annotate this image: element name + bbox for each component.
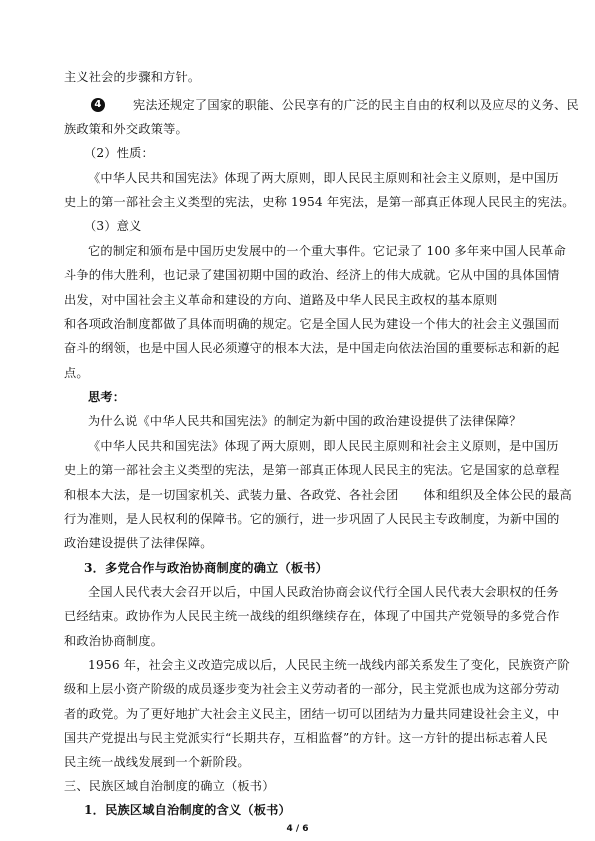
section-heading: 三、民族区域自治制度的确立（板书）	[64, 779, 275, 793]
text-line: 史上的第一部社会主义类型的宪法，史称 1954 年宪法，是第一部真正体现人民民主的宪法。	[64, 195, 575, 209]
section-heading: 思考：	[88, 390, 126, 404]
text-line: 斗争的伟大胜利，也记录了建国初期中国的政治、经济上的伟大成就。它从中国的具体国情	[64, 268, 560, 282]
section-heading: 1．民族区域自治制度的含义（板书）	[84, 803, 291, 817]
text-line: 《中华人民共和国宪法》体现了两大原则，即人民民主原则和社会主义原则，是中国历	[88, 171, 559, 185]
text-line: 和各项政治制度都做了具体而明确的规定。它是全国人民为建设一个伟大的社会主义强国而	[64, 317, 560, 331]
text-line: 国共产党提出与民主党派实行“长期共存，互相监督”的方针。这一方针的提出标志着人民	[64, 731, 548, 745]
text-line: 行为准则，是人民权利的保障书。它的颁行，进一步巩固了人民民主专政制度，为新中国的	[64, 512, 560, 526]
text-line: 史上的第一部社会主义类型的宪法，是第一部真正体现人民民主的宪法。它是国家的总章程	[64, 463, 560, 477]
text-line: 1956 年，社会主义改造完成以后，人民民主统一战线内部关系发生了变化，民族资产阶	[88, 658, 570, 672]
text-line: 民主统一战线发展到一个新阶段。	[64, 755, 250, 769]
text-line: 《中华人民共和国宪法》体现了两大原则，即人民民主原则和社会主义原则，是中国历	[88, 439, 559, 453]
text-line: 族政策和外交政策等。	[64, 122, 188, 136]
text-line: 为什么说《中华人民共和国宪法》的制定为新中国的政治建设提供了法律保障？	[88, 414, 522, 428]
text-line: 主义社会的步骤和方针。	[64, 70, 201, 84]
text-line: 宪法还规定了国家的职能、公民享有的广泛的民主自由的权利以及应尽的义务、民	[133, 98, 579, 112]
text-line: 级和上层小资产阶级的成员逐步变为社会主义劳动者的一部分，民主党派也成为这部分劳动	[64, 682, 560, 696]
text-line: 已经结束。政协作为人民民主统一战线的组织继续存在，体现了中国共产党领导的多党合作	[64, 609, 560, 623]
text-line: 者的政党。为了更好地扩大社会主义民主，团结一切可以团结为力量共同建设社会主义，中	[64, 707, 560, 721]
circled-number-icon: 4	[91, 98, 105, 112]
text-line: 和政治协商制度。	[64, 634, 164, 648]
section-heading: （2）性质：	[84, 146, 154, 160]
text-line: 点。	[64, 366, 89, 380]
text-line: 和根本大法，是一切国家机关、武装力量、各政党、各社会团 体和组织及全体公民的最高	[64, 488, 572, 502]
text-line: 出发，对中国社会主义革命和建设的方向、道路及中华人民民主政权的基本原则	[64, 293, 498, 307]
list-item-4	[91, 97, 579, 113]
text-line: 全国人民代表大会召开以后，中国人民政治协商会议代行全国人民代表大会职权的任务	[88, 585, 559, 599]
page-number: 4 / 6	[286, 824, 309, 834]
section-heading: 3．多党合作与政治协商制度的确立（板书）	[84, 561, 329, 575]
text-line: 它的制定和颁布是中国历史发展中的一个重大事件。它记录了 100 多年来中国人民革命	[88, 244, 566, 258]
text-line: 奋斗的纲领，也是中国人民必须遵守的根本大法，是中国走向依法治国的重要标志和新的起	[64, 341, 560, 355]
section-heading: （3）意义	[84, 219, 142, 233]
text-line: 政治建设提供了法律保障。	[64, 536, 213, 550]
